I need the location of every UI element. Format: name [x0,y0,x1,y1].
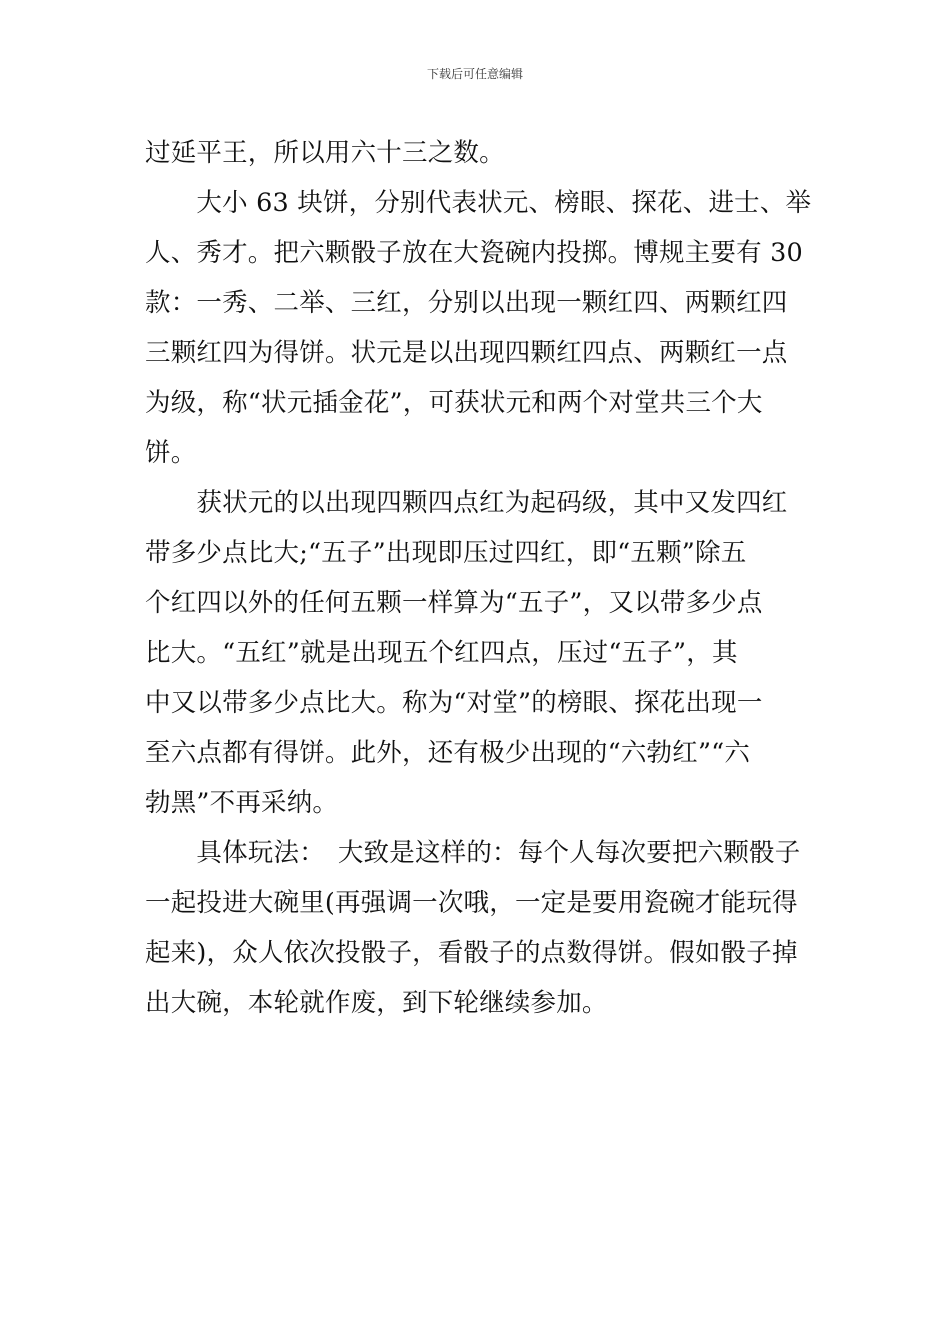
text-line: 一起投进大碗里(再强调一次哦，一定是要用瓷碗才能玩得 [145,888,798,918]
text-line: 为级，称“状元插金花”，可获状元和两个对堂共三个大 [145,388,763,418]
text-line: 大小 63 块饼，分别代表状元、榜眼、探花、进士、举 [145,188,812,218]
text-line: 具体玩法： 大致是这样的：每个人每次要把六颗骰子 [145,838,801,868]
text-line: 过延平王，所以用六十三之数。 [145,138,505,168]
text-line: 出大碗，本轮就作废，到下轮继续参加。 [145,988,608,1018]
text-line: 获状元的以出现四颗四点红为起码级，其中又发四红 [145,488,788,518]
text-line: 人、秀才。把六颗骰子放在大瓷碗内投掷。博规主要有 30 [145,238,803,268]
page-header: 下载后可任意编辑 [426,67,523,81]
text-line: 饼。 [145,438,197,468]
text-line: 个红四以外的任何五颗一样算为“五子”，又以带多少点 [145,588,763,618]
text-line: 勃黑”不再采纳。 [145,788,339,818]
text-line: 带多少点比大;“五子”出现即压过四红，即“五颗”除五 [145,538,747,568]
text-line: 三颗红四为得饼。状元是以出现四颗红四点、两颗红一点 [145,338,788,368]
text-line: 款：一秀、二举、三红，分别以出现一颗红四、两颗红四 [145,288,788,318]
text-line: 至六点都有得饼。此外，还有极少出现的“六勃红”“六 [145,738,751,768]
document-body [145,128,810,1028]
text-line: 比大。“五红”就是出现五个红四点，压过“五子”，其 [145,638,738,668]
text-line: 起来)，众人依次投骰子，看骰子的点数得饼。假如骰子掉 [145,938,798,968]
text-line: 中又以带多少点比大。称为“对堂”的榜眼、探花出现一 [145,688,763,718]
